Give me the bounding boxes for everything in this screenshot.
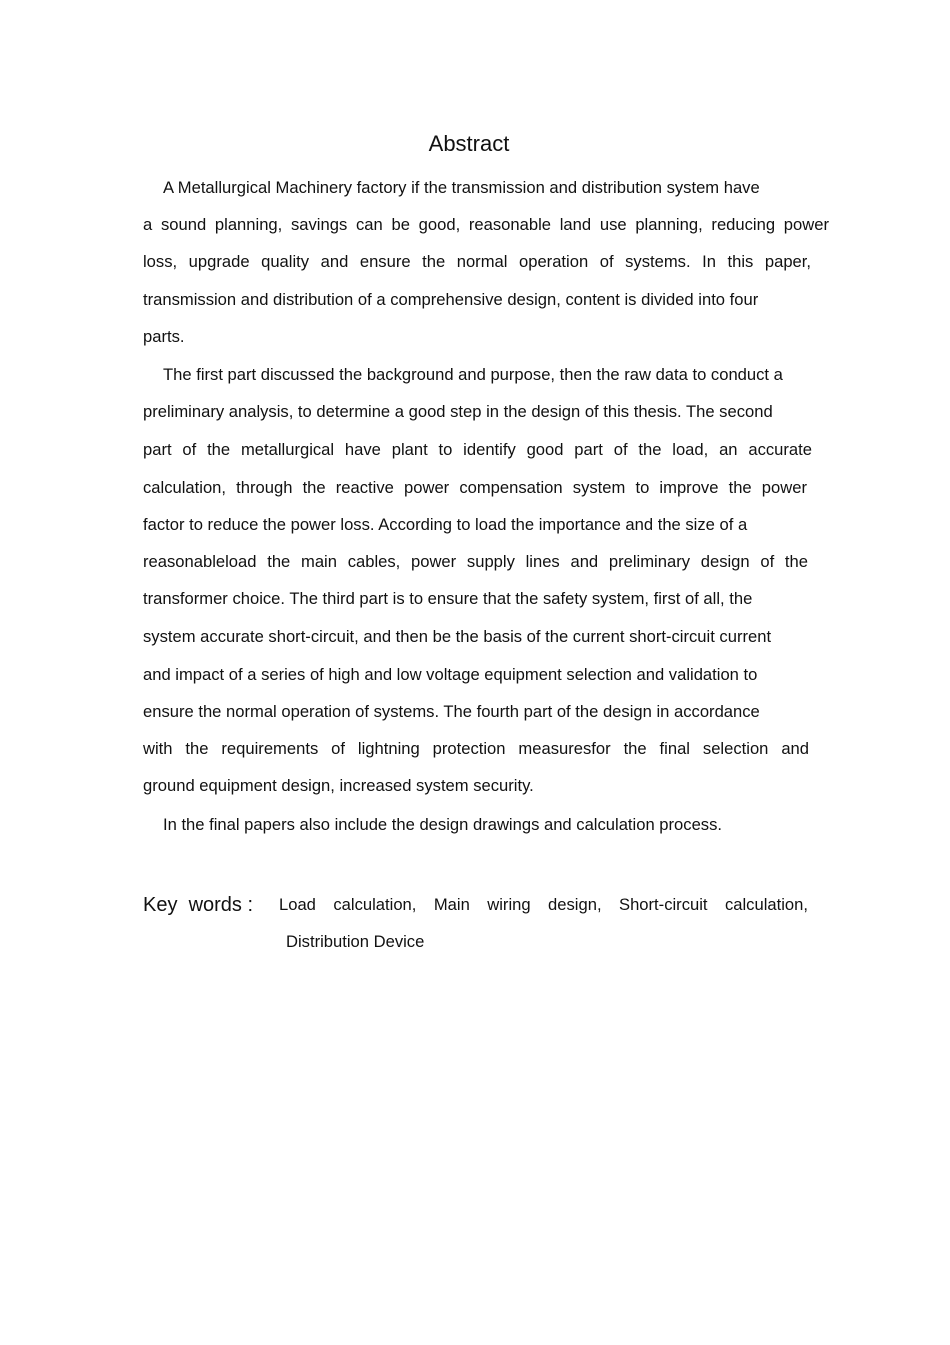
abstract-line-11: reasonableload the main cables, power supply lines and preliminary design of the (143, 552, 808, 571)
abstract-line-13: system accurate short-circuit, and then be the basis of the current short-circuit current (143, 627, 772, 646)
abstract-line-16: with the requirements of lightning protection measuresfor the final selection and (143, 739, 809, 758)
abstract-line-9: calculation, through the reactive power compensation system to improve the power (143, 478, 807, 497)
abstract-line-15: ensure the normal operation of systems. The fourth part of the design in accordance (143, 702, 760, 721)
abstract-line-3: loss, upgrade quality and ensure the normal operation of systems. In this paper, (143, 252, 811, 271)
abstract-line-4: transmission and distribution of a comprehensive design, content is divided into four (143, 290, 759, 309)
abstract-line-14: and impact of a series of high and low voltage equipment selection and validation to (143, 665, 758, 684)
abstract-title: Abstract (428, 131, 510, 156)
keywords-label: Key words : (143, 894, 254, 916)
abstract-line-12: transformer choice. The third part is to ensure that the safety system, first of all, the (143, 589, 753, 608)
abstract-line-10: factor to reduce the power loss. According to load the importance and the size of a (143, 515, 748, 534)
abstract-line-17: ground equipment design, increased system security. (143, 776, 534, 795)
abstract-line-6: The first part discussed the background and purpose, then the raw data to conduct a (163, 365, 783, 384)
abstract-line-18: In the final papers also include the design drawings and calculation process. (163, 815, 723, 834)
keywords-line-1: Load calculation, Main wiring design, Short-circuit calculation, (279, 895, 808, 914)
abstract-line-2: a sound planning, savings can be good, reasonable land use planning, reducing power (143, 215, 829, 234)
abstract-line-8: part of the metallurgical have plant to identify good part of the load, an accurate (143, 440, 812, 459)
abstract-line-7: preliminary analysis, to determine a good step in the design of this thesis. The second (143, 402, 773, 421)
abstract-line-1: A Metallurgical Machinery factory if the transmission and distribution system have (163, 178, 760, 197)
keywords-line-2: Distribution Device (286, 932, 425, 951)
abstract-line-5: parts. (143, 327, 185, 346)
